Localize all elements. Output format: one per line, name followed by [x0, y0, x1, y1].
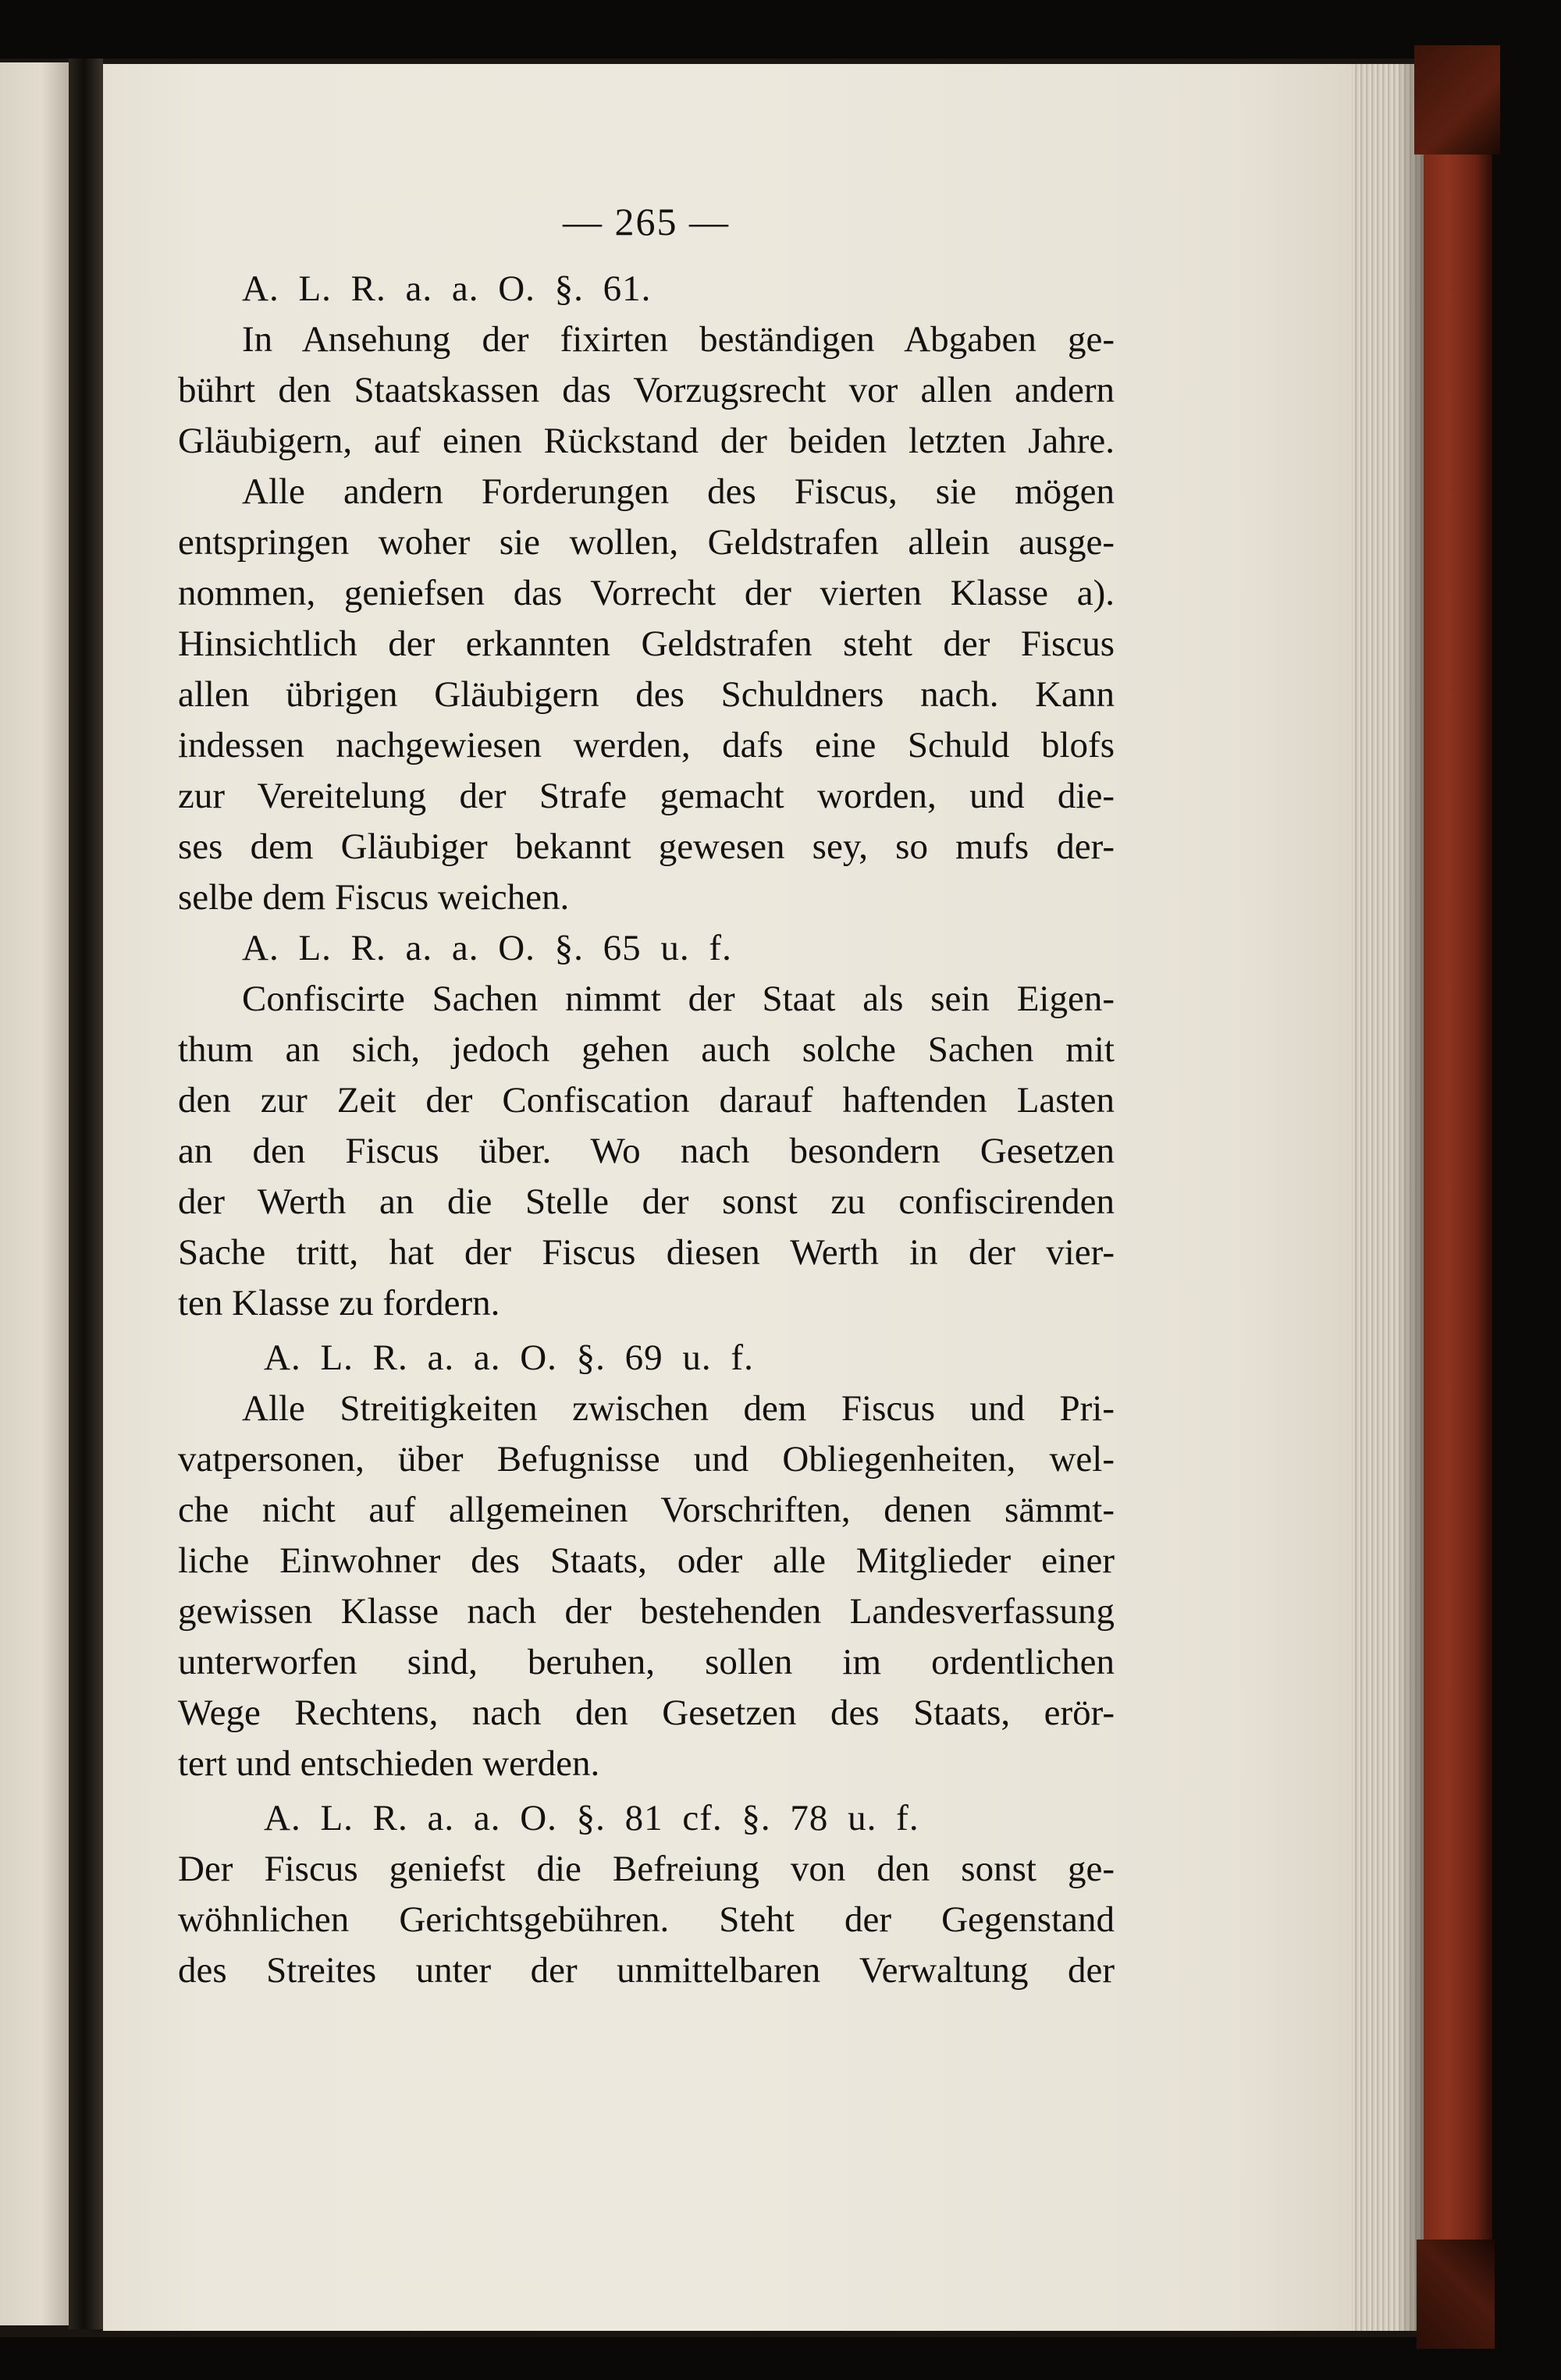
text-line: an den Fiscus über. Wo nach besondern Gesetzen [178, 1131, 1115, 1171]
text-line: Gläubigern, auf einen Rückstand der beiden letzten Jahre. [178, 421, 1115, 461]
text-line: des Streites unter der unmittelbaren Verwaltung der [178, 1950, 1115, 1991]
text-line: den zur Zeit der Confiscation darauf haftenden Lasten [178, 1080, 1115, 1121]
cover-corner-top [1414, 45, 1500, 155]
text-line: entspringen woher sie wollen, Geldstrafen allein ausge- [178, 522, 1115, 563]
text-line: che nicht auf allgemeinen Vorschriften, denen sämmt- [178, 1490, 1115, 1530]
text-line: A. L. R. a. a. O. §. 65 u. f. [242, 928, 732, 968]
text-line: tert und entschieden werden. [178, 1743, 600, 1784]
text-line: liche Einwohner des Staats, oder alle Mitglieder einer [178, 1540, 1115, 1581]
text-line: In Ansehung der fixirten beständigen Abgaben ge- [242, 319, 1115, 360]
text-line: A. L. R. a. a. O. §. 61. [242, 268, 652, 309]
text-line: indessen nachgewiesen werden, dafs eine Schuld blofs [178, 725, 1115, 766]
text-line: Sache tritt, hat der Fiscus diesen Werth in der vier- [178, 1232, 1115, 1273]
text-line: der Werth an die Stelle der sonst zu confiscirenden [178, 1181, 1115, 1222]
text-line: vatpersonen, über Befugnisse und Obliegenheiten, wel- [178, 1439, 1115, 1480]
text-line: nommen, geniefsen das Vorrecht der vierten Klasse a). [178, 573, 1115, 613]
cover-corner-bottom [1417, 2240, 1495, 2349]
book-gutter [69, 59, 103, 2329]
book-cover-edge [1424, 48, 1492, 2339]
text-line: Wege Rechtens, nach den Gesetzen des Staats, erör- [178, 1693, 1115, 1733]
text-line: A. L. R. a. a. O. §. 69 u. f. [264, 1337, 754, 1378]
text-line: ses dem Gläubiger bekannt gewesen sey, so mufs der- [178, 826, 1115, 867]
text-line: A. L. R. a. a. O. §. 81 cf. §. 78 u. f. [264, 1798, 919, 1838]
left-page-edge [0, 62, 69, 2325]
page-header: — 265 — [563, 200, 730, 243]
text-line: thum an sich, jedoch gehen auch solche Sachen mit [178, 1029, 1115, 1070]
text-line: Confiscirte Sachen nimmt der Staat als sein Eigen- [242, 979, 1115, 1019]
text-line: wöhnlichen Gerichtsgebühren. Steht der Gegenstand [178, 1899, 1115, 1940]
text-line: zur Vereitelung der Strafe gemacht worden, und die- [178, 776, 1115, 816]
text-line: ten Klasse zu fordern. [178, 1283, 500, 1323]
text-line: allen übrigen Gläubigern des Schuldners nach. Kann [178, 674, 1115, 715]
text-line: Alle Streitigkeiten zwischen dem Fiscus und Pri- [242, 1388, 1115, 1429]
text-line: Der Fiscus geniefst die Befreiung von den sonst ge- [178, 1849, 1115, 1889]
text-line: selbe dem Fiscus weichen. [178, 877, 570, 918]
page-edge-shadow [1397, 64, 1424, 2331]
text-line: gewissen Klasse nach der bestehenden Landesverfassung [178, 1591, 1115, 1632]
text-line: bührt den Staatskassen das Vorzugsrecht vor allen andern [178, 370, 1115, 410]
text-line: Hinsichtlich der erkannten Geldstrafen steht der Fiscus [178, 623, 1115, 664]
text-line: Alle andern Forderungen des Fiscus, sie mögen [242, 471, 1115, 512]
text-line: unterworfen sind, beruhen, sollen im ordentlichen [178, 1642, 1115, 1682]
